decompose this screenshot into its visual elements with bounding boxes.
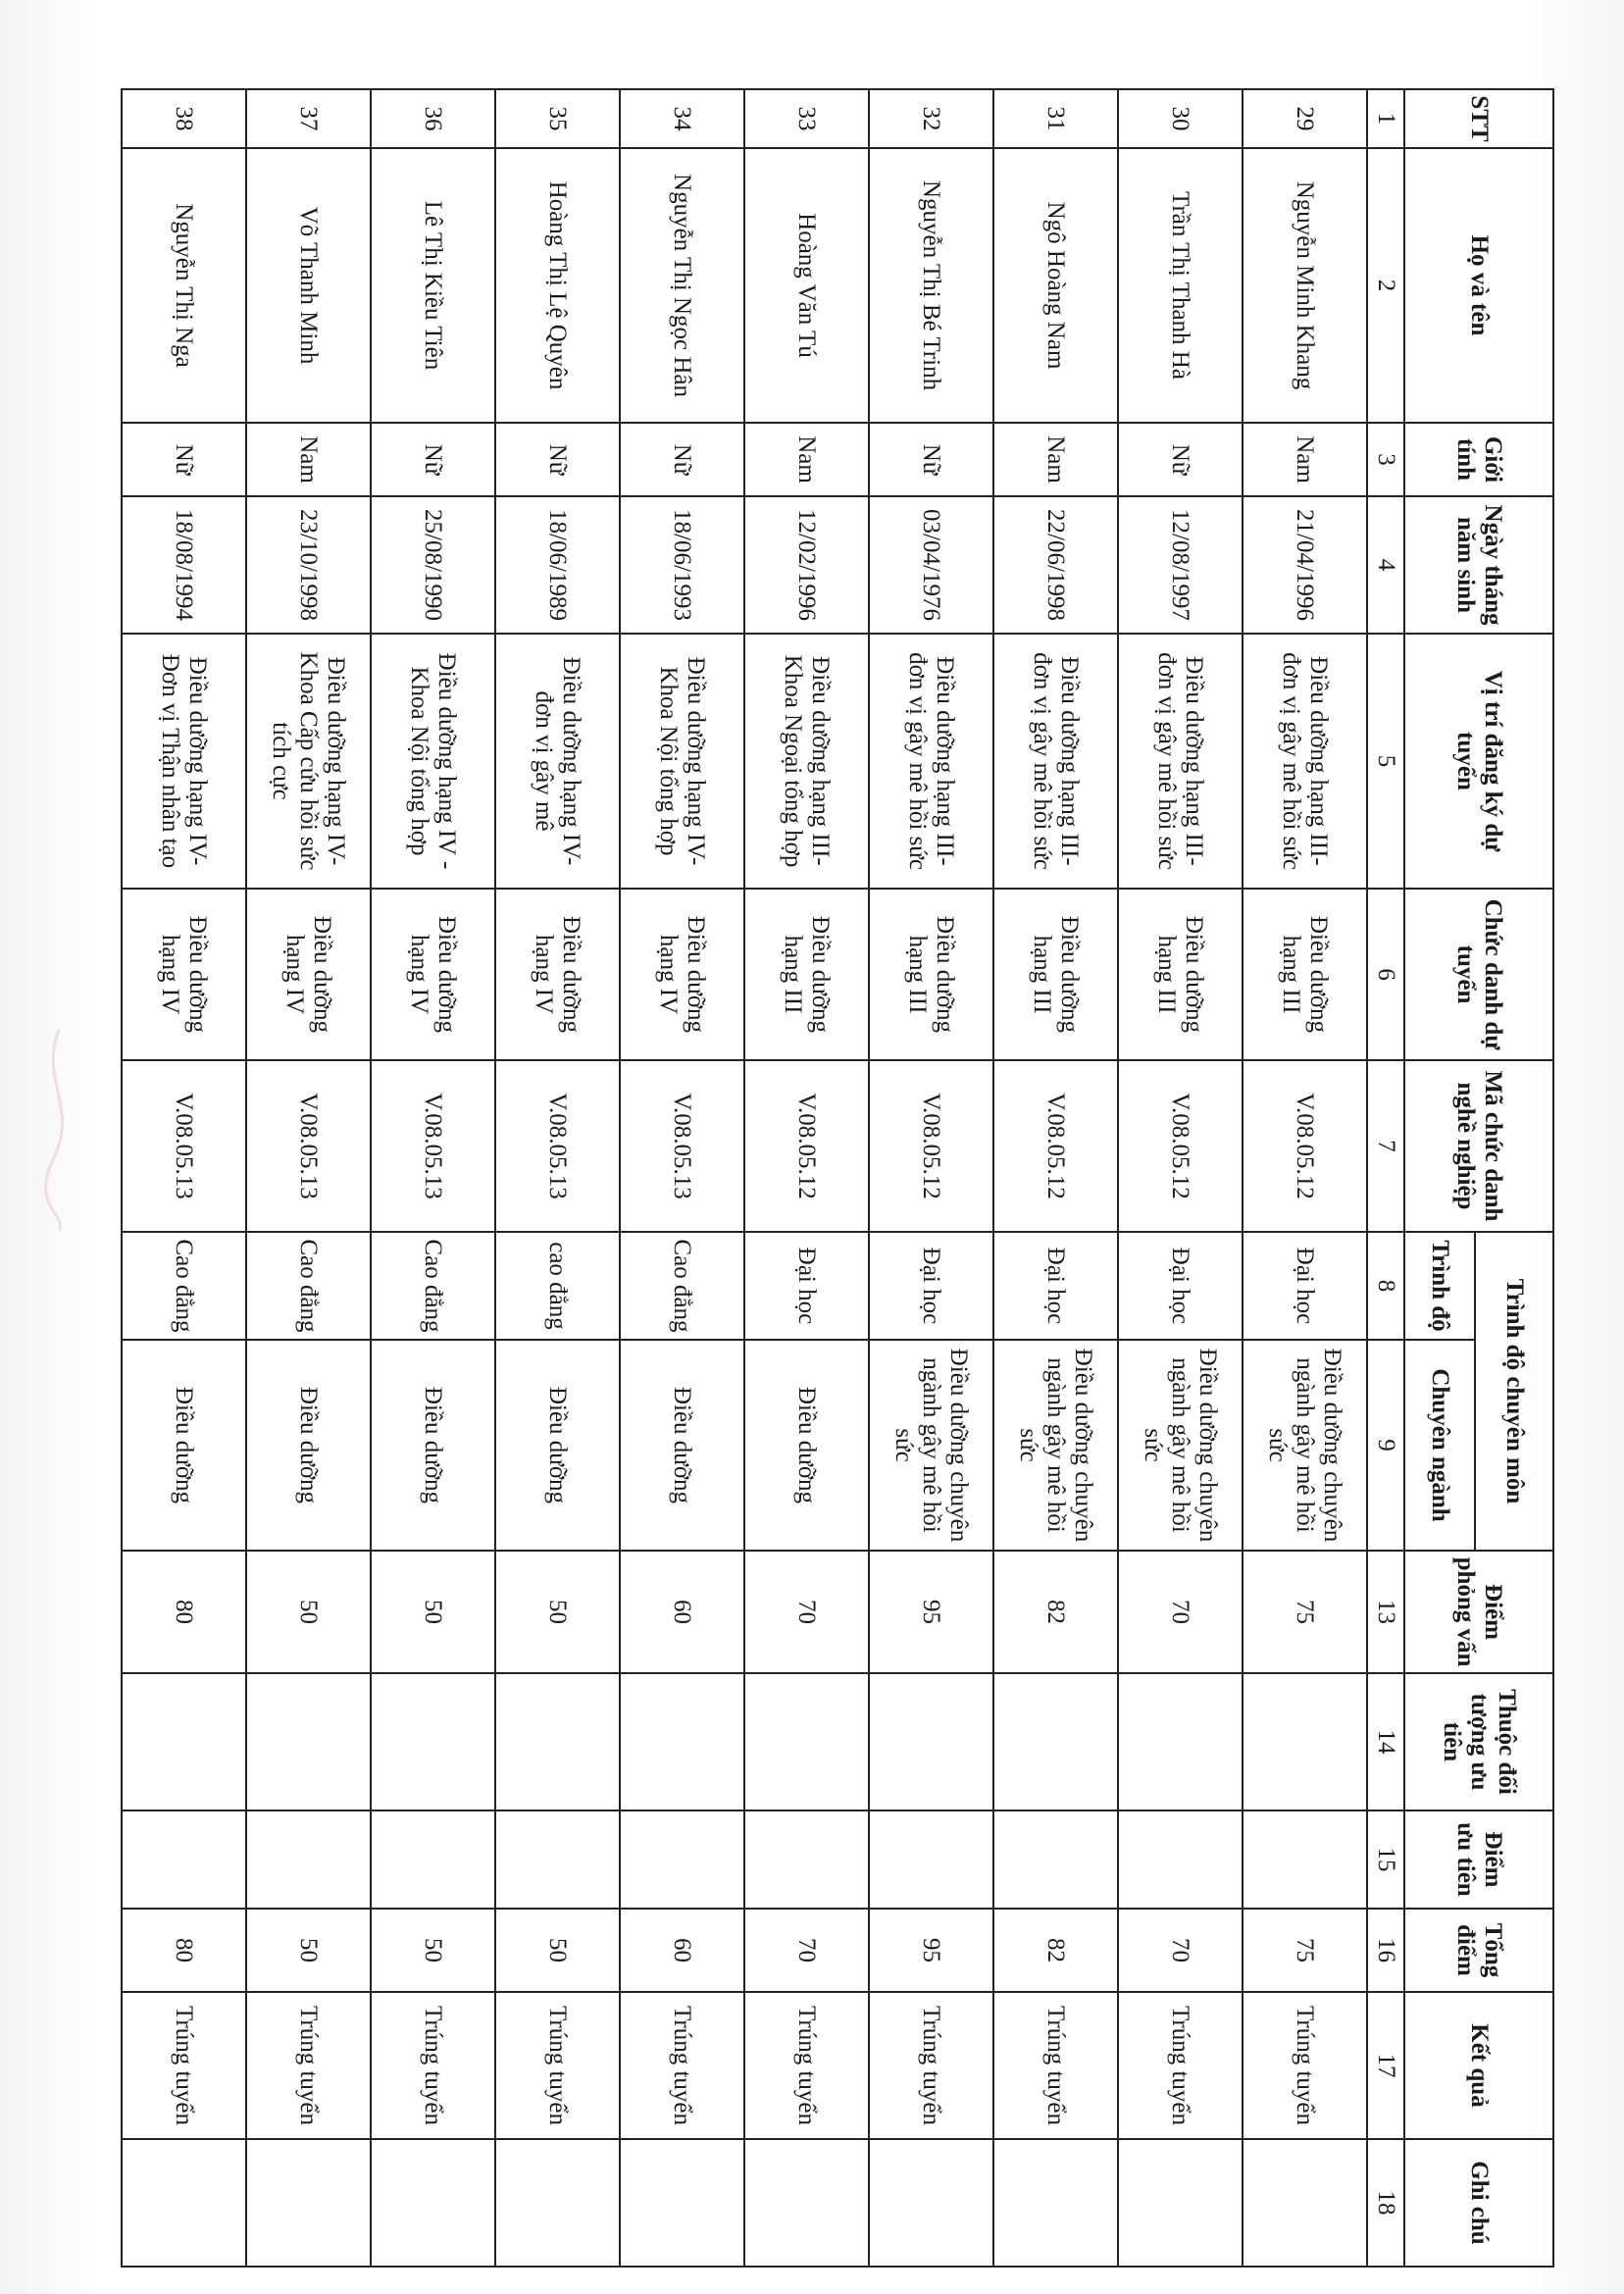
rotated-page (123, 88, 1554, 2266)
cell-interview: 50 (495, 1551, 620, 1673)
cell-name: Võ Thanh Minh (246, 148, 371, 423)
cell-gender: Nữ (620, 423, 744, 496)
cell-priority-score (620, 1810, 744, 1909)
cell-name: Nguyễn Thị Bé Trinh (869, 148, 993, 423)
cell-dob: 23/10/1998 (246, 496, 371, 634)
cell-stt: 36 (371, 89, 495, 148)
header-name: Họ và tên (1404, 148, 1553, 423)
cell-major: Điều dưỡng (744, 1340, 869, 1551)
table-body (122, 89, 1367, 2267)
cell-priority-score (246, 1810, 371, 1909)
cell-result: Trúng tuyển (869, 1992, 993, 2139)
cell-stt: 33 (744, 89, 869, 148)
cell-title: Điều dưỡng hạng III (1118, 889, 1243, 1060)
cell-level: Cao đẳng (620, 1232, 744, 1340)
cell-stt: 35 (495, 89, 620, 148)
cell-total: 82 (993, 1909, 1118, 1992)
cell-stt: 38 (122, 89, 246, 148)
header-gender: Giới tính (1404, 423, 1553, 496)
column-number: 6 (1367, 889, 1404, 1060)
cell-code: V.08.05.13 (246, 1060, 371, 1232)
cell-title: Điều dưỡng hạng III (993, 889, 1118, 1060)
header-code: Mã chức danh nghề nghiệp (1404, 1060, 1553, 1232)
cell-level: Đại học (1243, 1232, 1367, 1340)
table-row (744, 89, 869, 2267)
cell-stt: 31 (993, 89, 1118, 148)
header-priority-group: Thuộc đối tượng ưu tiên (1404, 1673, 1553, 1810)
cell-major: Điều dưỡng (495, 1340, 620, 1551)
cell-priority-group (993, 1673, 1118, 1810)
cell-priority-group (620, 1673, 744, 1810)
header-total: Tổng điểm (1404, 1909, 1553, 1992)
cell-priority-score (869, 1810, 993, 1909)
cell-level: Đại học (744, 1232, 869, 1340)
cell-major: Điều dưỡng (371, 1340, 495, 1551)
cell-position: Điều dưỡng hạng III- đơn vị gây mê hồi sức (1118, 634, 1243, 889)
cell-total: 50 (495, 1909, 620, 1992)
cell-title: Điều dưỡng hạng IV (620, 889, 744, 1060)
cell-total: 50 (246, 1909, 371, 1992)
column-number: 5 (1367, 634, 1404, 889)
cell-code: V.08.05.12 (869, 1060, 993, 1232)
cell-position: Điều dưỡng hạng IV- đơn vị gây mê (495, 634, 620, 889)
cell-result: Trúng tuyển (1243, 1992, 1367, 2139)
cell-position: Điều dưỡng hạng III- đơn vị gây mê hồi sức (869, 634, 993, 889)
cell-interview: 50 (371, 1551, 495, 1673)
cell-dob: 12/02/1996 (744, 496, 869, 634)
column-number: 14 (1367, 1673, 1404, 1810)
cell-name: Nguyễn Thị Ngọc Hân (620, 148, 744, 423)
cell-result: Trúng tuyển (993, 1992, 1118, 2139)
cell-interview: 82 (993, 1551, 1118, 1673)
cell-note (620, 2139, 744, 2267)
cell-total: 60 (620, 1909, 744, 1992)
cell-priority-score (1243, 1810, 1367, 1909)
cell-gender: Nam (993, 423, 1118, 496)
cell-position: Điều dưỡng hạng III- đơn vị gây mê hồi sức (993, 634, 1118, 889)
cell-level: Cao đẳng (371, 1232, 495, 1340)
column-number: 4 (1367, 496, 1404, 634)
cell-note (122, 2139, 246, 2267)
cell-interview: 50 (246, 1551, 371, 1673)
table-row (869, 89, 993, 2267)
table-row (993, 89, 1118, 2267)
column-number: 7 (1367, 1060, 1404, 1232)
cell-priority-group (744, 1673, 869, 1810)
faint-stamp-mark (29, 1020, 88, 1236)
cell-name: Lê Thị Kiều Tiên (371, 148, 495, 423)
column-number: 13 (1367, 1551, 1404, 1673)
cell-priority-group (371, 1673, 495, 1810)
cell-total: 50 (371, 1909, 495, 1992)
cell-title: Điều dưỡng hạng III (744, 889, 869, 1060)
cell-result: Trúng tuyển (122, 1992, 246, 2139)
cell-gender: Nữ (122, 423, 246, 496)
table-row (1243, 89, 1367, 2267)
cell-position: Điều dưỡng hạng III- đơn vị gây mê hồi sức (1243, 634, 1367, 889)
cell-stt: 32 (869, 89, 993, 148)
cell-code: V.08.05.12 (744, 1060, 869, 1232)
cell-level: Cao đẳng (246, 1232, 371, 1340)
cell-priority-score (122, 1810, 246, 1909)
header-interview: Điểm phỏng vấn (1404, 1551, 1553, 1673)
cell-dob: 12/08/1997 (1118, 496, 1243, 634)
header-result: Kết quả (1404, 1992, 1553, 2139)
cell-priority-score (993, 1810, 1118, 1909)
header-major: Chuyên ngành (1404, 1340, 1475, 1551)
cell-note (1243, 2139, 1367, 2267)
cell-dob: 25/08/1990 (371, 496, 495, 634)
cell-dob: 18/06/1993 (620, 496, 744, 634)
cell-level: Cao đẳng (122, 1232, 246, 1340)
cell-title: Điều dưỡng hạng III (869, 889, 993, 1060)
cell-major: Điều dưỡng chuyên ngành gây mê hồi sức (993, 1340, 1118, 1551)
cell-priority-group (495, 1673, 620, 1810)
cell-stt: 37 (246, 89, 371, 148)
cell-interview: 75 (1243, 1551, 1367, 1673)
cell-note (1118, 2139, 1243, 2267)
cell-priority-score (1118, 1810, 1243, 1909)
cell-code: V.08.05.12 (1118, 1060, 1243, 1232)
cell-result: Trúng tuyển (620, 1992, 744, 2139)
table-row (1118, 89, 1243, 2267)
cell-note (993, 2139, 1118, 2267)
cell-dob: 03/04/1976 (869, 496, 993, 634)
cell-interview: 70 (744, 1551, 869, 1673)
cell-stt: 30 (1118, 89, 1243, 148)
cell-stt: 34 (620, 89, 744, 148)
cell-gender: Nữ (371, 423, 495, 496)
cell-major: Điều dưỡng (620, 1340, 744, 1551)
cell-code: V.08.05.13 (495, 1060, 620, 1232)
header-stt: STT (1404, 89, 1553, 148)
cell-interview: 80 (122, 1551, 246, 1673)
cell-name: Trần Thị Thanh Hà (1118, 148, 1243, 423)
cell-title: Điều dưỡng hạng IV (122, 889, 246, 1060)
header-priority-score: Điểm ưu tiên (1404, 1810, 1553, 1909)
cell-interview: 60 (620, 1551, 744, 1673)
cell-level: cao đẳng (495, 1232, 620, 1340)
cell-major: Điều dưỡng chuyên ngành gây mê hồi sức (1243, 1340, 1367, 1551)
cell-gender: Nữ (869, 423, 993, 496)
column-number: 18 (1367, 2139, 1404, 2267)
cell-gender: Nam (1243, 423, 1367, 496)
cell-result: Trúng tuyển (246, 1992, 371, 2139)
results-table (121, 88, 1554, 2268)
cell-interview: 95 (869, 1551, 993, 1673)
cell-position: Điều dưỡng hạng IV- Khoa Cấp cứu hồi sức tích cực (246, 634, 371, 889)
cell-code: V.08.05.12 (1243, 1060, 1367, 1232)
cell-major: Điều dưỡng (122, 1340, 246, 1551)
cell-result: Trúng tuyển (495, 1992, 620, 2139)
cell-title: Điều dưỡng hạng III (1243, 889, 1367, 1060)
cell-priority-group (1118, 1673, 1243, 1810)
column-number-row (1367, 89, 1404, 2267)
cell-name: Nguyễn Minh Khang (1243, 148, 1367, 423)
column-number: 9 (1367, 1340, 1404, 1551)
column-number: 2 (1367, 148, 1404, 423)
cell-position: Điều dưỡng hạng III- Khoa Ngoại tổng hợp (744, 634, 869, 889)
cell-total: 80 (122, 1909, 246, 1992)
cell-code: V.08.05.12 (993, 1060, 1118, 1232)
cell-name: Hoàng Văn Tú (744, 148, 869, 423)
cell-title: Điều dưỡng hạng IV (371, 889, 495, 1060)
header-level: Trình độ (1404, 1232, 1475, 1340)
cell-priority-group (246, 1673, 371, 1810)
cell-code: V.08.05.13 (620, 1060, 744, 1232)
cell-dob: 18/08/1994 (122, 496, 246, 634)
cell-level: Đại học (869, 1232, 993, 1340)
cell-gender: Nam (246, 423, 371, 496)
cell-priority-group (869, 1673, 993, 1810)
column-number: 8 (1367, 1232, 1404, 1340)
cell-note (869, 2139, 993, 2267)
cell-code: V.08.05.13 (122, 1060, 246, 1232)
cell-title: Điều dưỡng hạng IV (495, 889, 620, 1060)
cell-name: Ngô Hoàng Nam (993, 148, 1118, 423)
cell-stt: 29 (1243, 89, 1367, 148)
cell-note (744, 2139, 869, 2267)
table-row (620, 89, 744, 2267)
cell-note (371, 2139, 495, 2267)
cell-result: Trúng tuyển (744, 1992, 869, 2139)
table-row (371, 89, 495, 2267)
cell-dob: 22/06/1998 (993, 496, 1118, 634)
cell-gender: Nam (744, 423, 869, 496)
cell-gender: Nữ (1118, 423, 1243, 496)
cell-position: Điều dưỡng hạng IV - Khoa Nội tổng hợp (371, 634, 495, 889)
cell-priority-score (495, 1810, 620, 1909)
cell-total: 70 (744, 1909, 869, 1992)
header-position: Vị trí đăng ký dự tuyển (1404, 634, 1553, 889)
cell-total: 95 (869, 1909, 993, 1992)
column-number: 17 (1367, 1992, 1404, 2139)
header-qualification-group: Trình độ chuyên môn (1475, 1232, 1553, 1551)
cell-priority-score (744, 1810, 869, 1909)
cell-total: 75 (1243, 1909, 1367, 1992)
cell-code: V.08.05.13 (371, 1060, 495, 1232)
cell-total: 70 (1118, 1909, 1243, 1992)
cell-name: Hoàng Thị Lệ Quyên (495, 148, 620, 423)
table-row (246, 89, 371, 2267)
cell-position: Điều dưỡng hạng IV- Đơn vị Thận nhân tạo (122, 634, 246, 889)
header-note: Ghi chú (1404, 2139, 1553, 2267)
cell-priority-group (1243, 1673, 1367, 1810)
cell-title: Điều dưỡng hạng IV (246, 889, 371, 1060)
header-row (1475, 89, 1553, 2267)
cell-dob: 18/06/1989 (495, 496, 620, 634)
cell-name: Nguyễn Thị Nga (122, 148, 246, 423)
cell-result: Trúng tuyển (371, 1992, 495, 2139)
cell-note (495, 2139, 620, 2267)
cell-position: Điều dưỡng hạng IV- Khoa Nội tổng hợp (620, 634, 744, 889)
cell-level: Đại học (993, 1232, 1118, 1340)
header-title: Chức danh dự tuyển (1404, 889, 1553, 1060)
header-dob: Ngày tháng năm sinh (1404, 496, 1553, 634)
cell-priority-group (122, 1673, 246, 1810)
column-number: 16 (1367, 1909, 1404, 1992)
cell-note (246, 2139, 371, 2267)
cell-major: Điều dưỡng chuyên ngành gây mê hồi sức (1118, 1340, 1243, 1551)
cell-result: Trúng tuyển (1118, 1992, 1243, 2139)
column-number: 1 (1367, 89, 1404, 148)
cell-priority-score (371, 1810, 495, 1909)
table-row (122, 89, 246, 2267)
cell-interview: 70 (1118, 1551, 1243, 1673)
column-number: 3 (1367, 423, 1404, 496)
cell-dob: 21/04/1996 (1243, 496, 1367, 634)
cell-gender: Nữ (495, 423, 620, 496)
cell-major: Điều dưỡng (246, 1340, 371, 1551)
cell-level: Đại học (1118, 1232, 1243, 1340)
column-number: 15 (1367, 1810, 1404, 1909)
cell-major: Điều dưỡng chuyên ngành gây mê hồi sức (869, 1340, 993, 1551)
table-row (495, 89, 620, 2267)
